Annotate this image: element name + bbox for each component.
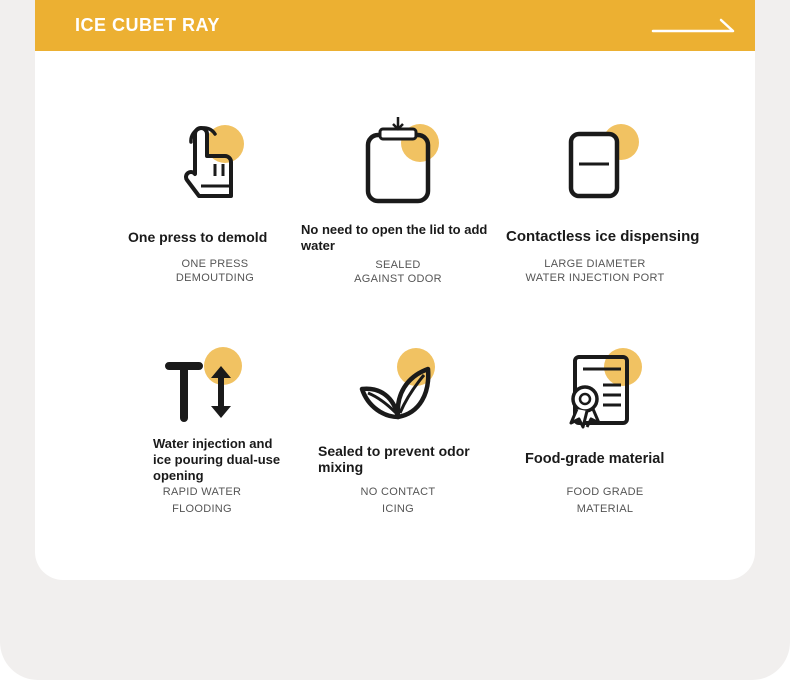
swoosh-decoration-icon bbox=[651, 16, 737, 36]
dual-use-arrow-icon bbox=[165, 340, 245, 420]
tap-finger-icon bbox=[165, 120, 245, 200]
feature-title: Food-grade material bbox=[525, 451, 665, 467]
leaf-icon bbox=[358, 345, 438, 425]
feature-title: Sealed to prevent odor mixing bbox=[318, 443, 470, 475]
sealed-container-icon bbox=[362, 115, 442, 195]
certificate-icon bbox=[563, 345, 643, 425]
feature-title: Contactless ice dispensing bbox=[506, 228, 700, 245]
feature-subtitle: NO CONTACT ICING bbox=[360, 486, 436, 515]
feature-title: One press to demold bbox=[128, 229, 268, 245]
feature-subtitle: RAPID WATER FLOODING bbox=[162, 486, 242, 515]
dispenser-door-icon bbox=[567, 120, 647, 200]
feature-subtitle: LARGE DIAMETER WATER INJECTION PORT bbox=[525, 258, 665, 284]
feature-title: No need to open the lid to add water bbox=[301, 222, 488, 253]
page-title: ICE CUBET RAY bbox=[75, 15, 220, 35]
feature-subtitle: FOOD GRADE MATERIAL bbox=[566, 486, 644, 515]
feature-subtitle: ONE PRESS DEMOUTDING bbox=[175, 258, 255, 284]
feature-title: Water injection and ice pouring dual-use opening bbox=[153, 436, 281, 483]
feature-subtitle: SEALED AGAINST ODOR bbox=[354, 259, 442, 285]
feature-card bbox=[35, 0, 755, 580]
header-bar bbox=[35, 0, 755, 51]
